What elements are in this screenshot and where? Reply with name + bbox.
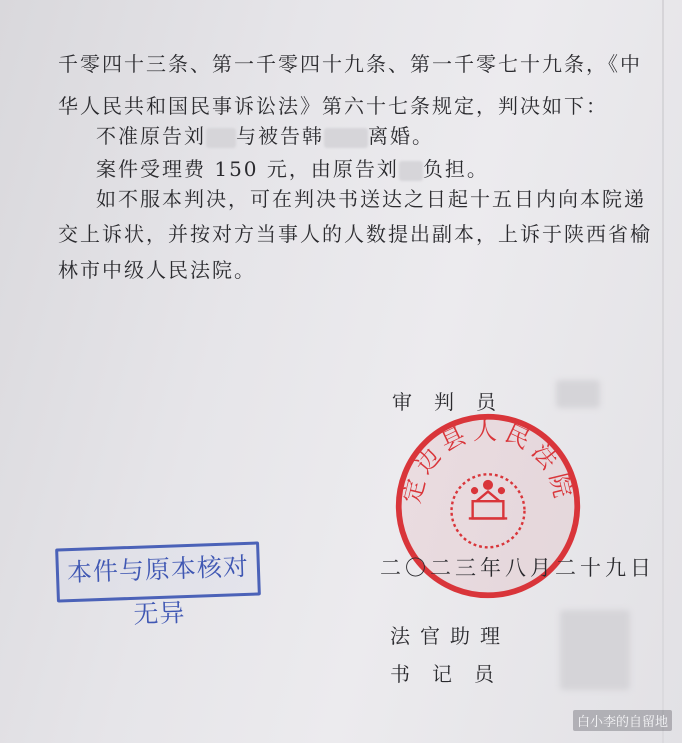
ruling-text: 不准原告刘 (96, 124, 206, 148)
watermark: 白小李的自留地 (573, 710, 672, 731)
assistant-label: 法官助理 (390, 624, 510, 648)
verified-copy-stamp: 本件与原本核对无异 (55, 541, 261, 602)
ruling-line (96, 120, 434, 149)
redaction (206, 128, 236, 148)
text-line: 华人民共和国民事诉讼法》第六十七条规定，判决如下： (58, 94, 608, 118)
judge-signature-redacted (556, 380, 600, 408)
text-line: 千零四十三条、第一千零四十九条、第一千零七十九条，《中 (58, 52, 642, 76)
appeal-line: 如不服本判决，可在判决书送达之日起十五日内向本院递 (96, 187, 646, 211)
redaction (399, 161, 423, 181)
ruling-text: 与被告韩 (236, 124, 324, 148)
clerk-label: 书记员 (390, 662, 516, 686)
fee-line (96, 153, 489, 182)
seal-text: 定边县人民法院 (397, 416, 579, 506)
redaction (324, 128, 368, 148)
judge-label: 审判员 (392, 390, 518, 414)
judgment-date: 二〇二三年八月二十九日 (380, 556, 655, 580)
fee-text: 案件受理费 150 元，由原告刘 (96, 157, 399, 181)
appeal-line: 林市中级人民法院。 (58, 258, 256, 282)
ruling-text: 离婚。 (368, 124, 434, 148)
signatures-redacted (560, 610, 630, 690)
appeal-line: 交上诉状，并按对方当事人的人数提出副本，上诉于陕西省榆 (58, 222, 652, 246)
paper-fold (662, 0, 664, 743)
fee-text: 负担。 (422, 157, 489, 181)
